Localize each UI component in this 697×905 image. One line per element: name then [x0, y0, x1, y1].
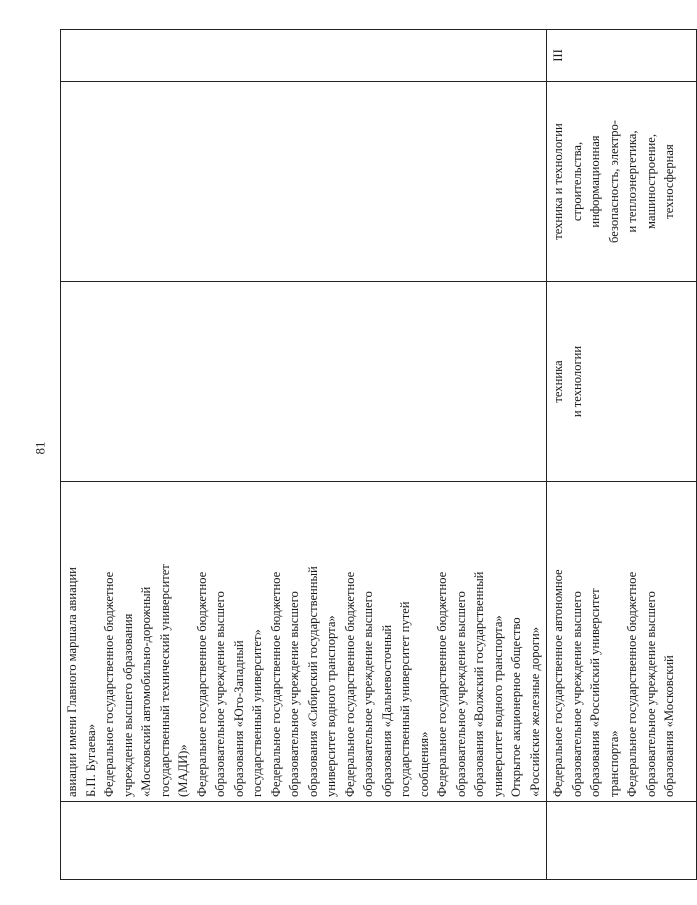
- table-row: [547, 30, 697, 880]
- text-line: образования «Юго-Западный: [231, 640, 246, 797]
- cell-organizations: [547, 482, 697, 802]
- text-line: образовательное учреждение высшего: [213, 591, 227, 797]
- cell-number: [547, 802, 697, 880]
- cell-area: [547, 82, 697, 282]
- text-line: сообщения»: [416, 731, 431, 797]
- text-line: транспорта»: [606, 730, 621, 797]
- text-line: Открытое акционерное общество: [509, 617, 523, 797]
- text-line: техносферная: [662, 144, 676, 219]
- text-line: безопасность, электро-: [606, 119, 621, 244]
- cell-specialty: [547, 282, 697, 482]
- text-line: образования «Дальневосточный: [379, 624, 394, 797]
- category-label: III: [551, 49, 565, 62]
- text-line: образовательное учреждение высшего: [453, 591, 468, 797]
- text-line: Федеральное государственное бюджетное: [194, 571, 209, 797]
- text-line: строительства,: [569, 141, 584, 222]
- page-number: 81: [32, 441, 48, 455]
- text-line: Федеральное государственное автономное: [551, 569, 565, 797]
- text-line: государственный университет»: [250, 629, 264, 797]
- text-line: Федеральное государственное бюджетное: [268, 571, 283, 797]
- cell-area: [61, 82, 547, 282]
- text-line: и теплоэнергетика,: [625, 130, 639, 233]
- text-line: образования «Волжский государственный: [472, 571, 486, 797]
- text-line: образовательное учреждение высшего: [569, 591, 584, 797]
- text-line: Федеральное государственное бюджетное: [625, 571, 639, 797]
- text-line: Федеральное государственное бюджетное: [342, 571, 357, 797]
- text-line: государственный университет путей: [398, 601, 412, 797]
- cell-category: [547, 30, 697, 82]
- text-line: авиации имени Главного маршала авиации: [65, 567, 79, 797]
- text-line: и технологии: [569, 345, 584, 418]
- text-line: «Российские железные дороги»: [527, 626, 542, 797]
- cell-organizations: [61, 482, 547, 802]
- text-line: университет водного транспорта»: [490, 615, 505, 797]
- text-line: университет водного транспорта»: [324, 615, 338, 797]
- text-line: машиностроение,: [643, 133, 658, 230]
- cell-category: [61, 30, 547, 82]
- text-line: государственный технический университет: [157, 564, 172, 797]
- text-line: техника и технологии: [551, 123, 565, 240]
- text-line: образования «Российский университет: [588, 588, 602, 797]
- text-line: образования «Сибирский государственный: [305, 566, 320, 797]
- text-line: образования «Московский: [662, 655, 676, 797]
- text-line: образовательное учреждение высшего: [287, 591, 301, 797]
- cell-specialty: [61, 282, 547, 482]
- cell-number: [61, 802, 547, 880]
- text-line: учреждение высшего образования: [120, 613, 135, 797]
- rotated-table-container: [60, 30, 676, 880]
- text-line: Федеральное государственное бюджетное: [102, 571, 116, 797]
- text-line: образовательное учреждение высшего: [643, 591, 658, 797]
- text-line: Б.П. Бугаева»: [83, 724, 98, 797]
- text-line: техника: [551, 360, 565, 403]
- text-line: (МАДИ)»: [176, 744, 190, 797]
- table-row: [61, 30, 547, 880]
- text-line: Федеральное государственное бюджетное: [435, 571, 449, 797]
- text-line: «Московский автомобильно-дорожный: [139, 586, 153, 797]
- text-line: образовательное учреждение высшего: [361, 591, 375, 797]
- text-line: информационная: [588, 135, 602, 228]
- organizations-table: [60, 29, 697, 880]
